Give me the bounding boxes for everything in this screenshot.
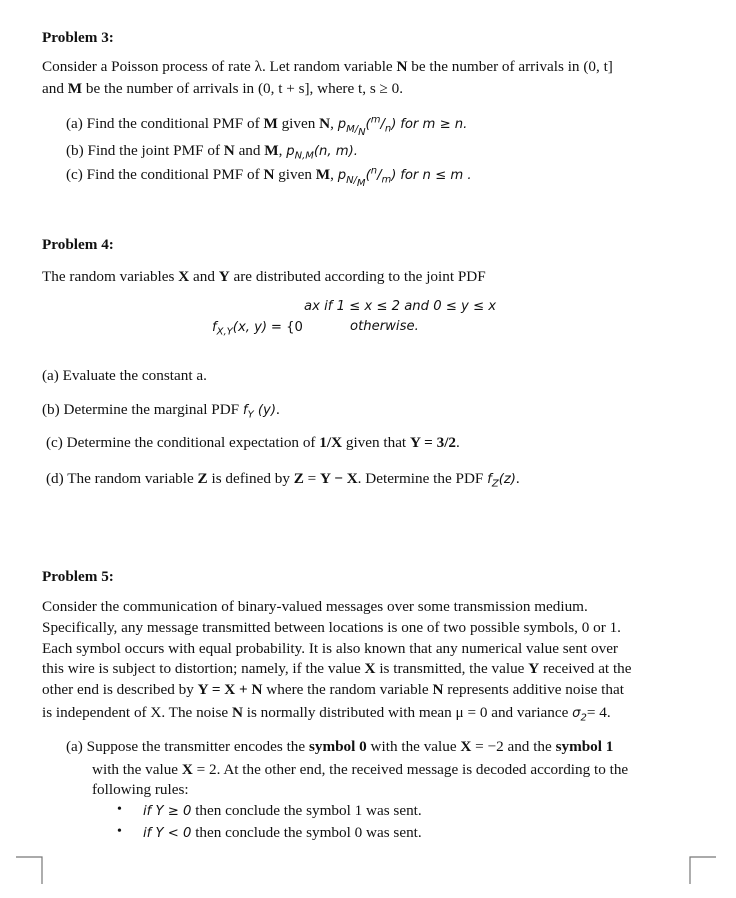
problem-5-line-5: other end is described by Y = X + N where the random variable N represents additive noise that (42, 681, 624, 698)
crop-mark-left (16, 857, 42, 884)
problem-5-title: Problem 5: (42, 568, 114, 585)
problem-4-part-d: (d) The random variable Z is defined by Z = Y − X. Determine the PDF $f_Z(z)$. (46, 470, 520, 490)
problem-5-line-4: this wire is subject to distortion; namely, if the value X is transmitted, the value Y received at the (42, 660, 632, 677)
problem-3-intro-line-2: and M be the number of arrivals in (0, t + s], where t, s ≥ 0. (42, 80, 404, 97)
crop-mark-right (690, 857, 716, 884)
problem-3-part-b: (b) Find the joint PMF of N and M, $p_{N,M}(n$, m). (66, 142, 358, 162)
problem-5-line-1: Consider the communication of binary-valued messages over some transmission medium. (42, 598, 588, 615)
bullet-2: • (117, 824, 122, 839)
problem-5-part-a-line-1: (a) Suppose the transmitter encodes the symbol 0 with the value X = −2 and the symbol 1 (66, 738, 614, 755)
problem-4-part-c: (c) Determine the conditional expectation of 1/X given that Y = 3/2. (46, 434, 460, 451)
problem-3-intro-line-1: Consider a Poisson process of rate λ. Let random variable N be the number of arrivals in (0, t] (42, 58, 613, 75)
pdf-lhs: $f_{X,Y}(x$, y) = {0 (212, 320, 303, 338)
problem-3-part-c: (c) Find the conditional PMF of N given M, $p_{N/_M}(^n/_m)$ for n ≤ m . (66, 165, 472, 189)
rule-1: if Y ≥ 0 then conclude the symbol 1 was sent. (143, 802, 422, 819)
problem-5-line-2: Specifically, any message transmitted between locations is one of two possible symbols, 0 or 1. (42, 619, 621, 636)
problem-3-title: Problem 3: (42, 29, 114, 46)
problem-5-part-a-line-3: following rules: (92, 781, 189, 798)
problem-5-line-6: is independent of X. The noise N is normally distributed with mean μ = 0 and variance $\sigma_2= 4$. (42, 704, 611, 724)
problem-4-part-a: (a) Evaluate the constant a. (42, 367, 207, 384)
problem-5-line-3: Each symbol occurs with equal probability. It is also known that any numerical value sent over (42, 640, 618, 657)
pdf-case-2: otherwise. (350, 319, 419, 334)
problem-4-intro: The random variables X and Y are distributed according to the joint PDF (42, 268, 486, 285)
problem-3-part-a: (a) Find the conditional PMF of M given N, $p_{M/_N}(^m/_n)$ for m ≥ n. (66, 114, 468, 138)
problem-5-part-a-line-2: with the value X = 2. At the other end, the received message is decoded according to the (92, 761, 629, 778)
problem-4-title: Problem 4: (42, 236, 114, 253)
pdf-case-1: ax if 1 ≤ x ≤ 2 and 0 ≤ y ≤ x (304, 299, 497, 314)
bullet-1: • (117, 802, 122, 817)
problem-4-part-b: (b) Determine the marginal PDF $f_Y$ (y). (42, 401, 280, 421)
rule-2: if Y < 0 then conclude the symbol 0 was sent. (143, 824, 422, 841)
